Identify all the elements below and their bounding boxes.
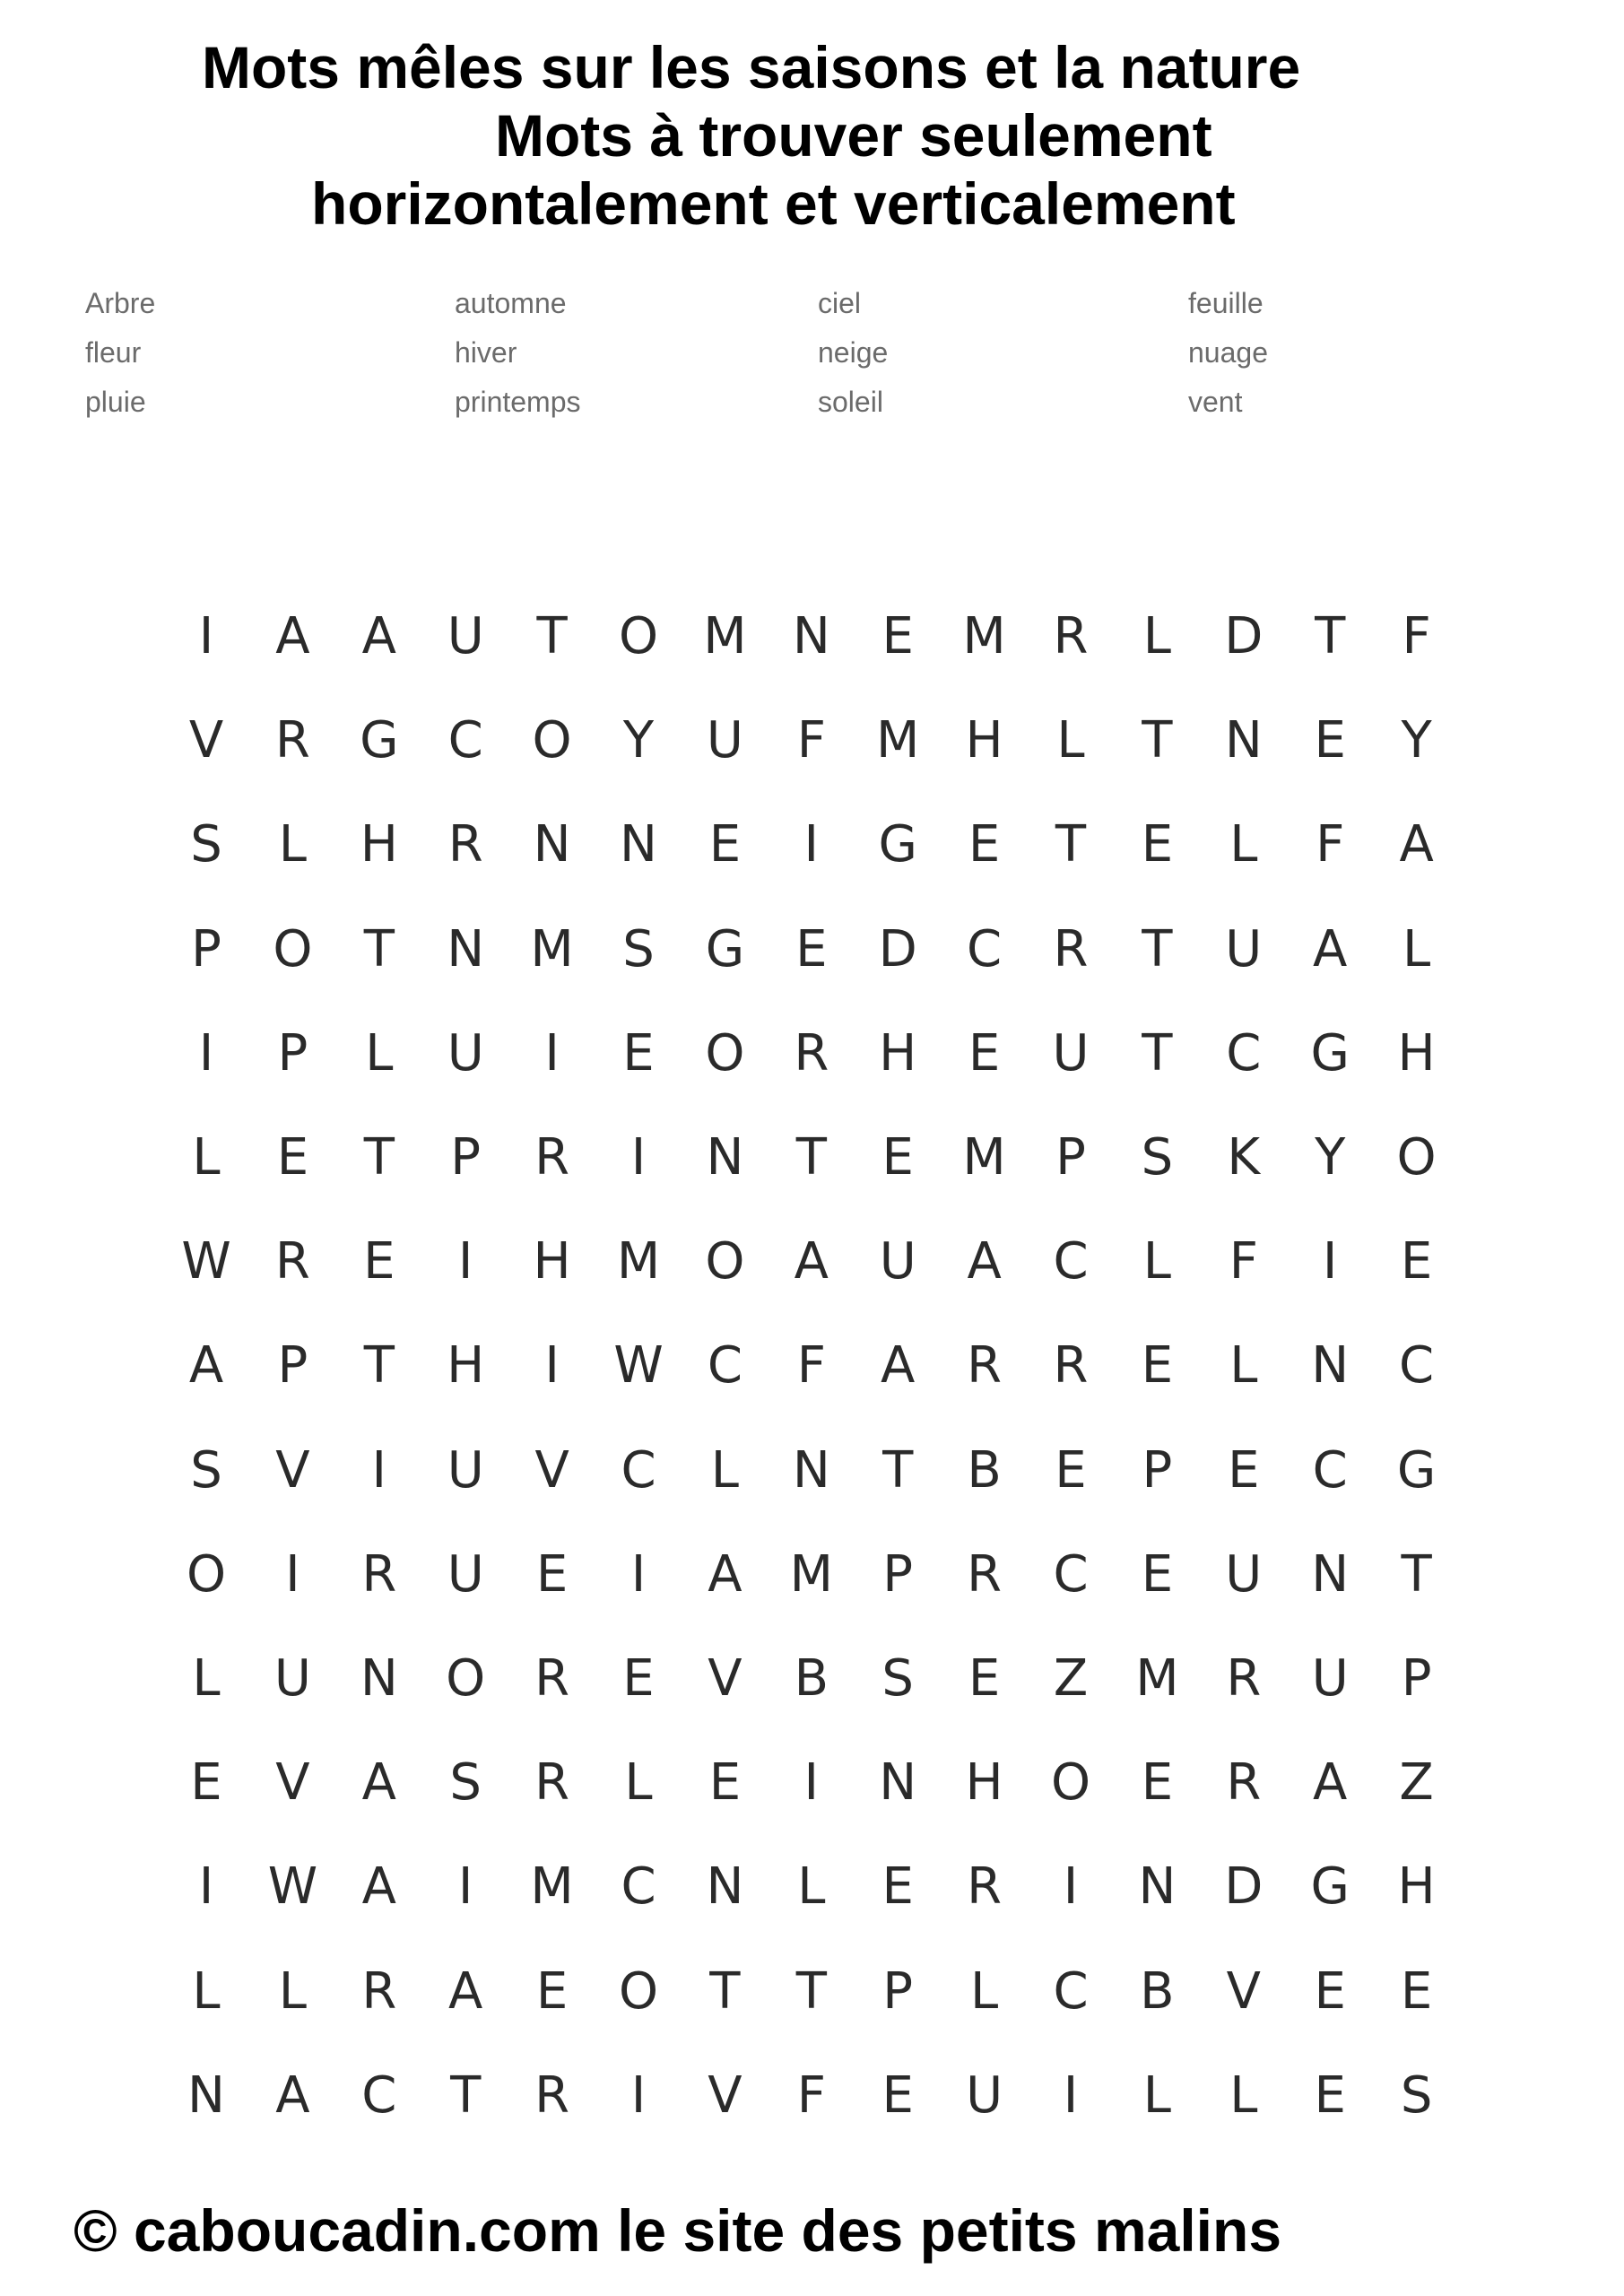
grid-letter: G bbox=[705, 919, 745, 978]
grid-letter: L bbox=[365, 1023, 394, 1083]
grid-letter: T bbox=[709, 1961, 741, 2021]
grid-letter: T bbox=[795, 1128, 827, 1187]
grid-letter: F bbox=[1229, 1232, 1258, 1292]
grid-letter: E bbox=[1141, 1544, 1174, 1604]
grid-letter: I bbox=[544, 1336, 560, 1396]
grid-letter: A bbox=[361, 607, 396, 665]
grid-letter: S bbox=[881, 1649, 914, 1708]
grid-letter: C bbox=[1312, 1440, 1348, 1500]
grid-letter: S bbox=[622, 919, 655, 978]
grid-letter: H bbox=[360, 815, 398, 874]
grid-letter: C bbox=[1053, 1232, 1089, 1292]
grid-letter: R bbox=[534, 1753, 570, 1813]
grid-letter: U bbox=[447, 1440, 484, 1500]
grid-letter: I bbox=[285, 1544, 300, 1604]
grid-letter: U bbox=[879, 1232, 916, 1292]
grid-letter: N bbox=[792, 607, 830, 665]
grid-letter: E bbox=[535, 1544, 569, 1604]
grid-letter: E bbox=[190, 1753, 222, 1813]
word-list-item: automne bbox=[455, 287, 567, 319]
grid-letter: P bbox=[1401, 1649, 1432, 1708]
grid-letter: C bbox=[1053, 1961, 1089, 2021]
grid-letter: R bbox=[967, 1857, 1003, 1917]
grid-letter: L bbox=[1142, 1232, 1171, 1292]
grid-letter: Z bbox=[1053, 1649, 1089, 1708]
grid-letter: U bbox=[1311, 1649, 1349, 1708]
grid-letter: N bbox=[360, 1649, 398, 1708]
grid-letter: D bbox=[1224, 1857, 1264, 1917]
grid-letter: S bbox=[190, 815, 222, 874]
grid-letter: T bbox=[1401, 1544, 1432, 1604]
grid-letter: R bbox=[534, 1649, 570, 1708]
grid-letter: B bbox=[967, 1440, 1002, 1500]
grid-letter: N bbox=[792, 1440, 830, 1500]
grid-letter: N bbox=[533, 815, 571, 874]
grid-letter: P bbox=[1142, 1440, 1173, 1500]
grid-letter: T bbox=[795, 1961, 827, 2021]
grid-letter: R bbox=[1226, 1649, 1262, 1708]
page-title-line-3: horizontalement et verticalement bbox=[311, 170, 1236, 237]
grid-letter: R bbox=[967, 1336, 1003, 1396]
grid-letter: E bbox=[881, 2066, 914, 2125]
grid-letter: O bbox=[705, 1023, 745, 1083]
grid-letter: V bbox=[275, 1440, 310, 1500]
grid-letter: P bbox=[450, 1128, 482, 1187]
grid-letter: T bbox=[363, 919, 395, 978]
grid-letter: H bbox=[1397, 1857, 1436, 1917]
grid-letter: I bbox=[630, 2066, 647, 2125]
grid-letter: O bbox=[186, 1544, 227, 1604]
grid-letter: L bbox=[1142, 607, 1171, 665]
grid-letter: P bbox=[277, 1023, 308, 1083]
grid-letter: U bbox=[1225, 1544, 1263, 1604]
grid-letter: H bbox=[447, 1336, 485, 1396]
word-list bbox=[85, 285, 1520, 438]
grid-letter: D bbox=[878, 919, 917, 978]
grid-letter: C bbox=[707, 1336, 743, 1396]
grid-letter: M bbox=[876, 711, 920, 770]
grid-letter: T bbox=[1142, 1023, 1173, 1083]
word-list-item: hiver bbox=[455, 336, 517, 369]
grid-letter: T bbox=[1055, 815, 1087, 874]
grid-letter: W bbox=[613, 1336, 664, 1396]
grid-letter: M bbox=[962, 1128, 1006, 1187]
grid-letter: E bbox=[1141, 1336, 1174, 1396]
grid-letter: P bbox=[882, 1961, 914, 2021]
grid-letter: L bbox=[1142, 2066, 1171, 2125]
grid-letter: G bbox=[1396, 1440, 1437, 1500]
grid-letter: I bbox=[630, 1128, 647, 1187]
grid-letter: G bbox=[360, 711, 399, 770]
grid-letter: E bbox=[1314, 1961, 1346, 2021]
grid-letter: E bbox=[708, 815, 742, 874]
grid-letter: N bbox=[1138, 1857, 1177, 1917]
grid-letter: T bbox=[363, 1336, 395, 1396]
grid-letter: E bbox=[881, 1857, 914, 1917]
grid-letter: E bbox=[708, 1753, 742, 1813]
grid-letter: R bbox=[967, 1544, 1003, 1604]
grid-letter: C bbox=[967, 919, 1003, 978]
grid-letter: A bbox=[361, 1857, 396, 1917]
grid-letter: R bbox=[534, 1128, 570, 1187]
grid-letter: I bbox=[1063, 1857, 1079, 1917]
grid-letter: N bbox=[620, 815, 657, 874]
word-list-item: Arbre bbox=[85, 287, 156, 319]
grid-letter: T bbox=[536, 607, 568, 665]
grid-letter: L bbox=[1229, 815, 1258, 874]
grid-letter: W bbox=[181, 1232, 231, 1292]
grid-letter: L bbox=[192, 1128, 221, 1187]
grid-letter: O bbox=[532, 711, 572, 770]
grid-letter: E bbox=[1141, 1753, 1174, 1813]
grid-letter: C bbox=[1399, 1336, 1435, 1396]
grid-letter: A bbox=[361, 1753, 396, 1813]
grid-letter: R bbox=[1053, 607, 1089, 665]
word-list-item: feuille bbox=[1188, 287, 1264, 319]
grid-letter: A bbox=[967, 1232, 1002, 1292]
grid-letter: N bbox=[1311, 1336, 1350, 1396]
grid-letter: R bbox=[274, 1232, 310, 1292]
copyright-footer: © caboucadin.com le site des petits malins bbox=[74, 2197, 1282, 2264]
grid-letter: E bbox=[1141, 815, 1174, 874]
grid-letter: P bbox=[1055, 1128, 1086, 1187]
grid-letter: O bbox=[705, 1232, 745, 1292]
grid-letter: F bbox=[1316, 815, 1345, 874]
grid-letter: E bbox=[1055, 1440, 1087, 1500]
grid-letter: M bbox=[703, 607, 747, 665]
grid-letter: H bbox=[965, 711, 1003, 770]
grid-letter: I bbox=[371, 1440, 387, 1500]
grid-letter: H bbox=[1397, 1023, 1436, 1083]
grid-letter: I bbox=[1322, 1232, 1338, 1292]
grid-letter: H bbox=[965, 1753, 1003, 1813]
word-list-item: fleur bbox=[85, 336, 142, 369]
grid-letter: I bbox=[803, 815, 820, 874]
word-list-item: nuage bbox=[1188, 336, 1268, 369]
grid-letter: E bbox=[535, 1961, 569, 2021]
grid-letter: E bbox=[276, 1128, 309, 1187]
grid-letter: N bbox=[1311, 1544, 1350, 1604]
grid-letter: S bbox=[1400, 2066, 1433, 2125]
word-list-item: printemps bbox=[455, 386, 581, 418]
grid-letter: E bbox=[622, 1023, 655, 1083]
grid-letter: N bbox=[447, 919, 485, 978]
grid-letter: N bbox=[1224, 711, 1263, 770]
grid-letter: I bbox=[457, 1857, 473, 1917]
grid-letter: F bbox=[1402, 607, 1431, 665]
grid-letter: E bbox=[968, 1023, 1001, 1083]
grid-letter: C bbox=[621, 1440, 656, 1500]
grid-letter: A bbox=[188, 1336, 224, 1396]
grid-letter: N bbox=[706, 1857, 744, 1917]
grid-letter: C bbox=[1053, 1544, 1089, 1604]
grid-letter: E bbox=[881, 1128, 914, 1187]
grid-letter: C bbox=[1226, 1023, 1262, 1083]
grid-letter: A bbox=[448, 1961, 483, 2021]
grid-letter: A bbox=[794, 1232, 829, 1292]
grid-letter: N bbox=[706, 1128, 744, 1187]
letter-grid bbox=[179, 607, 1453, 2152]
grid-letter: O bbox=[273, 919, 313, 978]
grid-letter: D bbox=[1224, 607, 1264, 665]
grid-letter: E bbox=[968, 1649, 1001, 1708]
grid-letter: O bbox=[1396, 1128, 1437, 1187]
grid-letter: A bbox=[275, 607, 310, 665]
grid-letter: R bbox=[1053, 919, 1089, 978]
grid-letter: V bbox=[708, 2066, 743, 2125]
grid-letter: L bbox=[797, 1857, 826, 1917]
grid-letter: U bbox=[447, 1023, 484, 1083]
word-list-item: pluie bbox=[85, 386, 146, 418]
grid-letter: S bbox=[190, 1440, 222, 1500]
grid-letter: R bbox=[361, 1544, 397, 1604]
grid-letter: C bbox=[447, 711, 483, 770]
grid-letter: T bbox=[363, 1128, 395, 1187]
grid-letter: P bbox=[191, 919, 221, 978]
grid-letter: H bbox=[879, 1023, 917, 1083]
grid-letter: L bbox=[278, 1961, 307, 2021]
grid-letter: P bbox=[277, 1336, 308, 1396]
grid-letter: U bbox=[447, 1544, 484, 1604]
grid-letter: L bbox=[1056, 711, 1085, 770]
grid-letter: E bbox=[622, 1649, 655, 1708]
grid-letter: E bbox=[1228, 1440, 1260, 1500]
grid-letter: L bbox=[192, 1649, 221, 1708]
grid-letter: M bbox=[789, 1544, 833, 1604]
grid-letter: T bbox=[450, 2066, 482, 2125]
grid-letter: I bbox=[457, 1232, 473, 1292]
grid-letter: L bbox=[969, 1961, 999, 2021]
grid-letter: L bbox=[1229, 1336, 1258, 1396]
grid-letter: R bbox=[534, 2066, 570, 2125]
grid-letter: U bbox=[706, 711, 743, 770]
grid-letter: M bbox=[530, 919, 574, 978]
grid-letter: B bbox=[1140, 1961, 1175, 2021]
grid-letter: A bbox=[1313, 1753, 1348, 1813]
grid-letter: B bbox=[794, 1649, 829, 1708]
grid-letter: M bbox=[616, 1232, 661, 1292]
grid-letter: N bbox=[879, 1753, 917, 1813]
grid-letter: V bbox=[275, 1753, 310, 1813]
grid-letter: L bbox=[1229, 2066, 1258, 2125]
grid-letter: A bbox=[275, 2066, 310, 2125]
grid-letter: V bbox=[708, 1649, 743, 1708]
grid-letter: R bbox=[794, 1023, 829, 1083]
grid-letter: T bbox=[1142, 711, 1173, 770]
word-list-item: soleil bbox=[818, 386, 883, 418]
grid-letter: H bbox=[533, 1232, 571, 1292]
grid-letter: N bbox=[187, 2066, 225, 2125]
grid-letter: L bbox=[278, 815, 307, 874]
grid-letter: K bbox=[1227, 1128, 1261, 1187]
grid-letter: R bbox=[361, 1961, 397, 2021]
grid-letter: I bbox=[803, 1753, 820, 1813]
grid-letter: E bbox=[795, 919, 828, 978]
grid-letter: G bbox=[878, 815, 917, 874]
grid-letter: R bbox=[447, 815, 483, 874]
grid-letter: Y bbox=[622, 711, 655, 770]
grid-letter: O bbox=[618, 1961, 659, 2021]
grid-letter: E bbox=[1400, 1232, 1433, 1292]
grid-letter: I bbox=[198, 1023, 214, 1083]
grid-letter: O bbox=[446, 1649, 486, 1708]
grid-letter: S bbox=[1141, 1128, 1174, 1187]
grid-letter: Z bbox=[1399, 1753, 1434, 1813]
grid-letter: U bbox=[966, 2066, 1003, 2125]
grid-letter: M bbox=[1135, 1649, 1179, 1708]
grid-letter: E bbox=[968, 815, 1001, 874]
grid-letter: E bbox=[1314, 2066, 1346, 2125]
grid-letter: V bbox=[188, 711, 224, 770]
grid-letter: T bbox=[882, 1440, 914, 1500]
grid-letter: R bbox=[1053, 1336, 1089, 1396]
grid-letter: U bbox=[274, 1649, 311, 1708]
grid-letter: C bbox=[621, 1857, 656, 1917]
grid-letter: I bbox=[544, 1023, 560, 1083]
word-list-item: vent bbox=[1188, 386, 1243, 418]
grid-letter: O bbox=[1050, 1753, 1091, 1813]
grid-letter: T bbox=[1315, 607, 1346, 665]
grid-letter: U bbox=[1052, 1023, 1090, 1083]
grid-letter: Y bbox=[1315, 1128, 1346, 1187]
grid-letter: C bbox=[361, 2066, 397, 2125]
grid-letter: I bbox=[198, 607, 214, 665]
grid-letter: F bbox=[796, 1336, 826, 1396]
grid-letter: L bbox=[710, 1440, 739, 1500]
grid-letter: A bbox=[1399, 815, 1434, 874]
grid-letter: E bbox=[1400, 1961, 1433, 2021]
grid-letter: I bbox=[630, 1544, 647, 1604]
grid-letter: G bbox=[1310, 1023, 1350, 1083]
page-title-line-1: Mots mêles sur les saisons et la nature bbox=[202, 34, 1301, 100]
grid-letter: U bbox=[447, 607, 484, 665]
grid-letter: T bbox=[1142, 919, 1173, 978]
grid-letter: R bbox=[1226, 1753, 1262, 1813]
grid-letter: P bbox=[882, 1544, 914, 1604]
grid-letter: E bbox=[1314, 711, 1346, 770]
grid-letter: S bbox=[449, 1753, 482, 1813]
grid-letter: F bbox=[796, 2066, 826, 2125]
grid-letter: V bbox=[1226, 1961, 1261, 2021]
grid-letter: L bbox=[192, 1961, 221, 2021]
grid-letter: E bbox=[363, 1232, 395, 1292]
grid-letter: U bbox=[1225, 919, 1263, 978]
grid-letter: M bbox=[530, 1857, 574, 1917]
grid-letter: M bbox=[962, 607, 1006, 665]
grid-letter: Y bbox=[1401, 711, 1432, 770]
grid-letter: L bbox=[624, 1753, 653, 1813]
grid-letter: A bbox=[708, 1544, 743, 1604]
grid-letter: L bbox=[1402, 919, 1431, 978]
grid-letter: R bbox=[274, 711, 310, 770]
grid-letter: I bbox=[1063, 2066, 1079, 2125]
page-title-line-2: Mots à trouver seulement bbox=[495, 102, 1212, 169]
grid-letter: W bbox=[267, 1857, 318, 1917]
grid-letter: F bbox=[796, 711, 826, 770]
word-list-item: neige bbox=[818, 336, 889, 369]
grid-letter: G bbox=[1310, 1857, 1350, 1917]
grid-letter: A bbox=[881, 1336, 916, 1396]
grid-letter: O bbox=[618, 607, 659, 665]
grid-letter: I bbox=[198, 1857, 214, 1917]
word-list-item: ciel bbox=[818, 287, 862, 319]
grid-letter: E bbox=[881, 607, 914, 665]
grid-letter: V bbox=[534, 1440, 569, 1500]
grid-letter: A bbox=[1313, 919, 1348, 978]
